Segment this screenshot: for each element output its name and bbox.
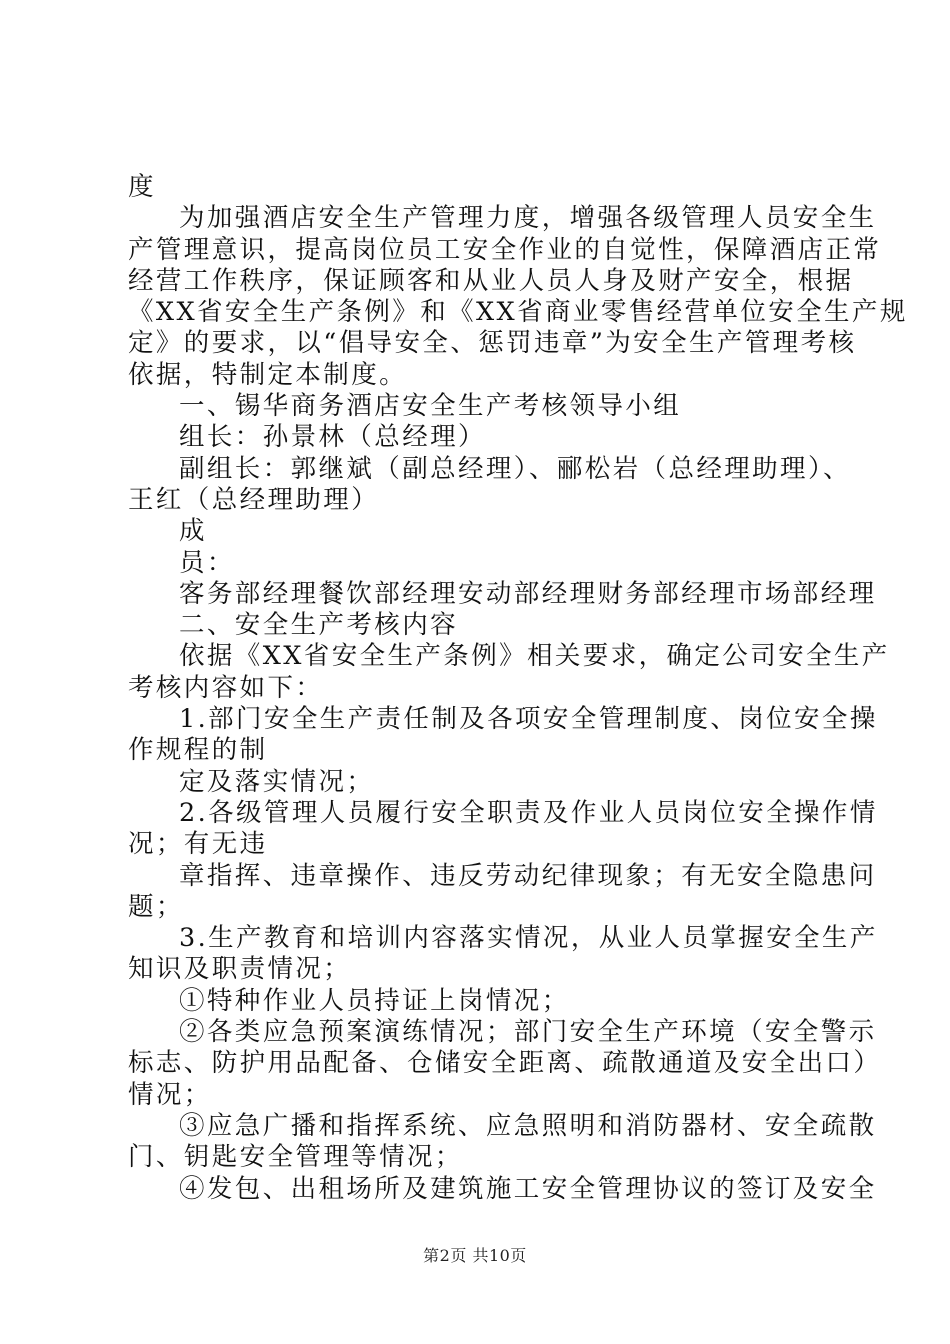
text-line: 成	[179, 516, 207, 547]
text-line: 章指挥、违章操作、违反劳动纪律现象；有无安全隐患问	[179, 860, 877, 891]
list-item: ④发包、出租场所及建筑施工安全管理协议的签订及安全	[179, 1173, 877, 1204]
text-line: 《XX省安全生产条例》和《XX省商业零售经营单位安全生产规	[128, 297, 908, 328]
text-line: 作规程的制	[128, 735, 268, 766]
text-line: 组长：孙景林（总经理）	[179, 422, 486, 453]
text-line: 情况；	[128, 1079, 212, 1110]
section-heading: 一、锡华商务酒店安全生产考核领导小组	[179, 391, 682, 422]
text-line: 副组长：郭继斌（副总经理）、郦松岩（总经理助理）、	[179, 453, 852, 484]
text-line: 经营工作秩序，保证顾客和从业人员人身及财产安全，根据	[128, 265, 854, 296]
list-item: 2.各级管理人员履行安全职责及作业人员岗位安全操作情	[179, 797, 878, 828]
text-line: 王红（总经理助理）	[128, 484, 380, 515]
text-line: 标志、防护用品配备、仓储安全距离、疏散通道及安全出口）	[128, 1048, 882, 1079]
text-line: 客务部经理餐饮部经理安动部经理财务部经理市场部经理	[179, 578, 877, 609]
list-item: 3.生产教育和培训内容落实情况，从业人员掌握安全生产	[179, 923, 878, 954]
document-body	[128, 172, 908, 1205]
list-item: ①特种作业人员持证上岗情况；	[179, 985, 570, 1016]
text-line: 度	[128, 172, 156, 202]
list-item: ②各类应急预案演练情况；部门安全生产环境（安全警示	[179, 1017, 877, 1048]
section-heading: 二、安全生产考核内容	[179, 610, 459, 641]
page-number-footer: 第2页 共10页	[423, 1246, 527, 1265]
text-line: 知识及职责情况；	[128, 954, 352, 985]
list-item: ③应急广播和指挥系统、应急照明和消防器材、安全疏散	[179, 1110, 877, 1141]
text-line: 况；有无违	[128, 829, 268, 860]
text-line: 考核内容如下：	[128, 672, 324, 703]
text-line: 题；	[128, 891, 184, 922]
text-line: 定及落实情况；	[179, 766, 375, 797]
text-line: 产管理意识，提高岗位员工安全作业的自觉性，保障酒店正常	[128, 234, 882, 265]
list-item: 1.部门安全生产责任制及各项安全管理制度、岗位安全操	[179, 704, 878, 735]
text-line: 依据，特制定本制度。	[128, 359, 408, 390]
text-line: 门、钥匙安全管理等情况；	[128, 1142, 463, 1173]
text-line: 员：	[179, 547, 235, 578]
text-line: 为加强酒店安全生产管理力度，增强各级管理人员安全生	[179, 203, 877, 234]
text-line: 依据《XX省安全生产条例》相关要求，确定公司安全生产	[179, 641, 890, 672]
text-line: 定》的要求，以“倡导安全、惩罚违章”为安全生产管理考核	[128, 328, 857, 359]
